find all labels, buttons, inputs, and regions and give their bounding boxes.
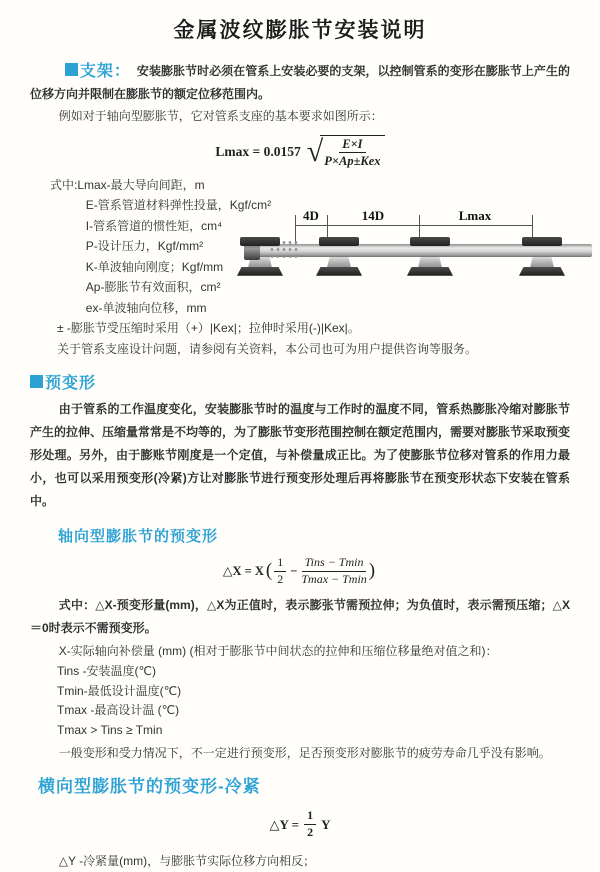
definition-line: ex-单波轴向位移，mm [85,300,207,315]
fraction-numerator: Tins − Tmin [302,556,367,572]
pipe-clamp [522,237,562,246]
support-saddle [418,256,442,268]
support-example-line: 例如对于轴向型膨胀节，它对管系支座的基本要求如图所示： [58,109,383,123]
open-paren: ( [265,560,273,582]
definition-line: ± -膨胀节受压缩时采用（+）|Kex|；拉伸时采用(-)|Kex|。 [57,321,360,336]
pipe-clamp [319,237,359,246]
radicand [320,135,384,169]
lmax-fraction [324,137,380,169]
definition-line: Ap-膨胀节有效面积，cm² [85,280,221,295]
fraction-numerator: 1 [304,809,316,825]
clamp-wrap [407,236,453,248]
preform-body: 由于管系的工作温度变化，安装膨胀节时的温度与工作时的温度不同，管系热膨胀冷缩对膨胀节产生的拉伸、压缩量常常是不均等的，为了膨胀节变形范围控制在额定范围内，需要对膨胀节采取预变形处理。另外，由于膨账节刚度是一个定值，与补偿量成正比。为了使膨胀节位移对管系的作用力最小，也可以采用预变形(冷紧)方让对膨胀节进行预变形处理后再将膨胀节在预变形状态下安装在管系中。 [30,401,571,508]
pipe-clamp [410,237,450,246]
dimension-label-14d: 14D [359,209,387,222]
axial-para1: 式中：△X-预变形量(mm)，△X为正值时，表示膨张节需预拉伸；为负值时，表示需预压缩；△X＝0时表示不需预变形。 [30,598,570,636]
lmax-formula [30,135,570,169]
definition-line: 关于管系支座设计问题，请参阅有关资料，本公司也可为用户提供咨询等服务。 [57,341,478,356]
lateral-preform-formula [30,809,570,840]
lmax-fraction-denominator: P×Ap±Kex [324,154,381,169]
preform-section-heading-row [30,373,570,394]
fraction-denominator: Tmax − Tmin [301,571,367,586]
close-paren: ) [368,560,376,582]
one-half-fraction [274,556,286,587]
temperature-definitions [30,662,570,740]
definition-line: I-管系管道的惯性矩，cm⁴ [85,218,223,233]
support-foot [237,267,283,276]
lmax-fraction-numerator: E×I [339,137,365,153]
square-root-expression [307,135,385,169]
definition-line: K-单波轴向刚度；Kgf/mm [85,259,224,274]
support-saddle [327,256,351,268]
lateral-note: △Y -冷紧量(mm)，与膨胀节实际位移方向相反； [58,853,316,868]
pipe-support-diagram [242,209,594,287]
clamp-wrap [519,236,565,248]
radical-sign-icon: √ [306,134,324,168]
one-half-fraction [304,809,316,840]
section-square-icon [65,63,78,76]
minus-sign: − [290,563,298,578]
axial-preform-heading: 轴向型膨胀节的预变形 [58,527,219,545]
section-square-icon [30,375,43,388]
support-paragraph-text: 安装膨胀节时必须在管系上安装必要的支架，以控制管系的变形在膨胀节上产生的位移方向并限制在膨胀节的额定位移范围内。 [30,64,570,101]
temp-definition-line: Tins -安装温度(℃) [57,664,157,679]
dimension-line [295,225,532,226]
dimension-label-4d: 4D [300,209,322,222]
definitions-and-diagram [30,175,570,359]
support-saddle [530,256,554,268]
axial-preform-formula [30,556,570,587]
definition-line: E-管系管道材料弹性投量，Kgf/cm² [85,198,272,213]
clamp-wrap [316,236,362,248]
anchor-clamp-wrap [237,236,283,248]
temp-definition-line: Tmax -最高设计温 (℃) [57,703,180,718]
definition-line: P-设计压力，Kgf/mm² [85,239,204,254]
dx-formula-lhs: △X = X [222,564,264,579]
fraction-numerator: 1 [274,556,286,572]
support-foot [407,267,453,276]
support-foot [316,267,362,276]
temp-definition-line: Tmin-最低设计温度(℃) [57,683,182,698]
preform-section-heading: 预变形 [45,374,97,392]
temp-definition-line: Tmax > Tins ≥ Tmin [57,722,163,737]
support-paragraph [30,60,570,105]
temperature-ratio-fraction [301,556,366,587]
dy-formula-lhs: △Y = [269,816,300,832]
support-foot [519,267,565,276]
axial-para2: X-实际轴向补偿量 (mm) (相对于膨胀节中间状态的拉伸和压缩位移量绝对值之和)： [58,644,498,659]
axial-note: 一般变形和受力情况下，不一定进行预变形，足否预变形对膨胀节的疲劳寿命几乎没有影响。 [58,746,551,761]
fraction-denominator: 2 [277,571,284,586]
support-section-heading: 支架： [79,63,131,80]
lateral-preform-heading: 横向型膨胀节的预变形-冷紧 [38,777,261,797]
dimension-label-lmax: Lmax [456,209,495,222]
definition-line: 式中:Lmax-最大导向间距，m [50,177,205,192]
fraction-denominator: 2 [307,825,314,840]
pipe-clamp [240,237,280,246]
lmax-formula-lhs: Lmax = 0.0157 [215,143,301,159]
page-title: 金属波纹膨胀节安装说明 [173,19,427,42]
dy-formula-rhs: Y [321,816,331,832]
